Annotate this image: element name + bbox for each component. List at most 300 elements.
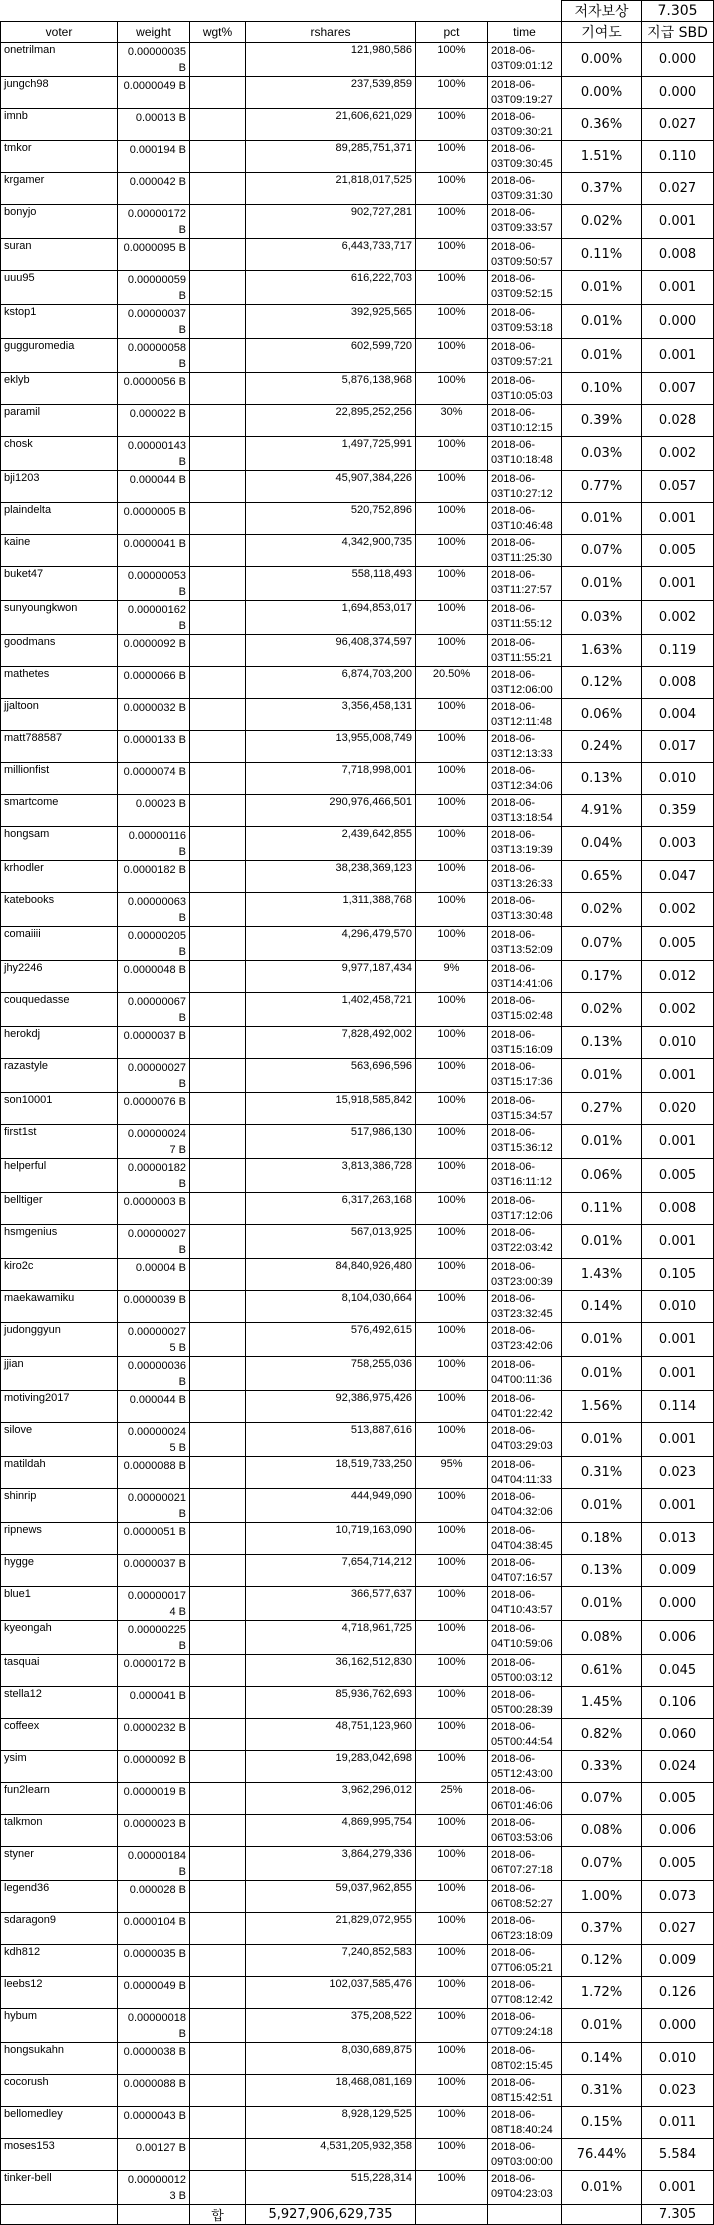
table-row [1, 1027, 714, 1059]
table-row [1, 109, 714, 141]
rshares-cell: 1,497,725,991 [246, 437, 416, 471]
pct-cell: 100% [416, 731, 488, 763]
pct-cell: 100% [416, 1357, 488, 1391]
time-cell: 2018-06-03T12:11:48 [488, 699, 562, 731]
table-row [1, 205, 714, 239]
wgt-pct-cell [190, 43, 246, 77]
contribution-cell: 76.44% [562, 2139, 642, 2171]
time-cell: 2018-06-03T13:18:54 [488, 795, 562, 827]
rshares-cell: 84,840,926,480 [246, 1259, 416, 1291]
rshares-cell: 237,539,859 [246, 77, 416, 109]
weight-cell: 0.0000019 B [118, 1783, 190, 1815]
payment-cell: 0.023 [642, 2075, 714, 2107]
voter-cell: jhy2246 [1, 961, 118, 993]
weight-cell: 0.00000184 B [118, 1847, 190, 1881]
payment-cell: 0.000 [642, 305, 714, 339]
rshares-cell: 563,696,596 [246, 1059, 416, 1093]
payment-cell: 0.057 [642, 471, 714, 503]
pct-cell: 100% [416, 1423, 488, 1457]
voter-cell: comaiiii [1, 927, 118, 961]
weight-cell: 0.0000172 B [118, 1655, 190, 1687]
payment-cell: 0.005 [642, 535, 714, 567]
payment-cell: 0.010 [642, 1291, 714, 1323]
time-cell: 2018-06-03T13:19:39 [488, 827, 562, 861]
weight-cell: 0.0000095 B [118, 239, 190, 271]
contribution-cell: 0.01% [562, 305, 642, 339]
contribution-cell: 1.56% [562, 1391, 642, 1423]
time-cell: 2018-06-06T07:27:18 [488, 1847, 562, 1881]
contribution-cell: 0.01% [562, 567, 642, 601]
col-weight: weight [118, 22, 190, 43]
time-cell: 2018-06-03T11:55:21 [488, 635, 562, 667]
contribution-cell: 0.01% [562, 2009, 642, 2043]
payment-cell: 0.001 [642, 567, 714, 601]
weight-cell: 0.0000041 B [118, 535, 190, 567]
time-cell: 2018-06-05T00:28:39 [488, 1687, 562, 1719]
table-row [1, 1225, 714, 1259]
pct-cell: 100% [416, 1945, 488, 1977]
time-cell: 2018-06-03T11:27:57 [488, 567, 562, 601]
payment-cell: 0.005 [642, 1783, 714, 1815]
voter-cell: bellomedley [1, 2107, 118, 2139]
rshares-cell: 59,037,962,855 [246, 1881, 416, 1913]
contribution-cell: 4.91% [562, 795, 642, 827]
time-cell: 2018-06-03T15:02:48 [488, 993, 562, 1027]
wgt-pct-cell [190, 1655, 246, 1687]
table-row [1, 1655, 714, 1687]
rshares-cell: 92,386,975,426 [246, 1391, 416, 1423]
voter-cell: herokdj [1, 1027, 118, 1059]
time-cell: 2018-06-03T09:50:57 [488, 239, 562, 271]
time-cell: 2018-06-05T00:44:54 [488, 1719, 562, 1751]
voter-cell: eklyb [1, 373, 118, 405]
weight-cell: 0.0000056 B [118, 373, 190, 405]
time-cell: 2018-06-03T09:31:30 [488, 173, 562, 205]
weight-cell: 0.0000232 B [118, 1719, 190, 1751]
contribution-cell: 0.02% [562, 893, 642, 927]
rshares-cell: 10,719,163,090 [246, 1523, 416, 1555]
weight-cell: 0.0000038 B [118, 2043, 190, 2075]
table-row [1, 1259, 714, 1291]
wgt-pct-cell [190, 1391, 246, 1423]
table-row [1, 1291, 714, 1323]
table-row [1, 1815, 714, 1847]
pct-cell: 100% [416, 795, 488, 827]
voter-cell: cocorush [1, 2075, 118, 2107]
voter-cell: coffeex [1, 1719, 118, 1751]
voter-cell: belltiger [1, 1193, 118, 1225]
rshares-cell: 558,118,493 [246, 567, 416, 601]
voter-cell: ysim [1, 1751, 118, 1783]
rshares-cell: 4,531,205,932,358 [246, 2139, 416, 2171]
contribution-cell: 0.01% [562, 503, 642, 535]
time-cell: 2018-06-03T13:52:09 [488, 927, 562, 961]
pct-cell: 100% [416, 205, 488, 239]
time-cell: 2018-06-06T01:46:06 [488, 1783, 562, 1815]
col-wgt-pct: wgt% [190, 22, 246, 43]
voter-cell: kiro2c [1, 1259, 118, 1291]
pct-cell: 100% [416, 1719, 488, 1751]
payment-cell: 0.073 [642, 1881, 714, 1913]
payment-cell: 0.006 [642, 1815, 714, 1847]
pct-cell: 100% [416, 109, 488, 141]
rshares-cell: 6,874,703,200 [246, 667, 416, 699]
weight-cell: 0.0000005 B [118, 503, 190, 535]
table-row [1, 373, 714, 405]
payment-cell: 0.001 [642, 205, 714, 239]
voter-cell: hybum [1, 2009, 118, 2043]
wgt-pct-cell [190, 1881, 246, 1913]
wgt-pct-cell [190, 567, 246, 601]
time-cell: 2018-06-03T12:06:00 [488, 667, 562, 699]
time-cell: 2018-06-03T09:30:45 [488, 141, 562, 173]
contribution-cell: 0.01% [562, 1489, 642, 1523]
pct-cell: 100% [416, 535, 488, 567]
weight-cell: 0.0000066 B [118, 667, 190, 699]
rshares-cell: 576,492,615 [246, 1323, 416, 1357]
rshares-cell: 3,864,279,336 [246, 1847, 416, 1881]
pct-cell: 100% [416, 1587, 488, 1621]
weight-cell: 0.0000051 B [118, 1523, 190, 1555]
contribution-cell: 0.82% [562, 1719, 642, 1751]
time-cell: 2018-06-04T10:59:06 [488, 1621, 562, 1655]
pct-cell: 100% [416, 437, 488, 471]
wgt-pct-cell [190, 1977, 246, 2009]
pct-cell: 100% [416, 305, 488, 339]
rshares-cell: 3,813,386,728 [246, 1159, 416, 1193]
rshares-cell: 85,936,762,693 [246, 1687, 416, 1719]
wgt-pct-cell [190, 471, 246, 503]
table-row [1, 43, 714, 77]
total-row [1, 2205, 714, 2225]
weight-cell: 0.00000027 B [118, 1225, 190, 1259]
pct-cell: 100% [416, 1913, 488, 1945]
payment-cell: 0.002 [642, 893, 714, 927]
table-row [1, 1847, 714, 1881]
header-row [1, 22, 714, 43]
weight-cell: 0.00127 B [118, 2139, 190, 2171]
pct-cell: 100% [416, 173, 488, 205]
rshares-cell: 2,439,642,855 [246, 827, 416, 861]
wgt-pct-cell [190, 1225, 246, 1259]
payment-cell: 0.011 [642, 2107, 714, 2139]
payment-cell: 0.002 [642, 601, 714, 635]
voter-cell: jjaltoon [1, 699, 118, 731]
table-row [1, 567, 714, 601]
author-reward-label: 저자보상 [562, 1, 642, 22]
contribution-cell: 0.14% [562, 2043, 642, 2075]
weight-cell: 0.00000205 B [118, 927, 190, 961]
time-cell: 2018-06-05T12:43:00 [488, 1751, 562, 1783]
weight-cell: 0.0000037 B [118, 1555, 190, 1587]
wgt-pct-cell [190, 373, 246, 405]
total-rshares: 5,927,906,629,735 [246, 2205, 416, 2225]
contribution-cell: 0.07% [562, 1847, 642, 1881]
payment-cell: 0.105 [642, 1259, 714, 1291]
col-rshares: rshares [246, 22, 416, 43]
pct-cell: 100% [416, 2139, 488, 2171]
table-row [1, 927, 714, 961]
wgt-pct-cell [190, 927, 246, 961]
time-cell: 2018-06-04T04:32:06 [488, 1489, 562, 1523]
weight-cell: 0.000042 B [118, 173, 190, 205]
payment-cell: 0.012 [642, 961, 714, 993]
rshares-cell: 616,222,703 [246, 271, 416, 305]
wgt-pct-cell [190, 1847, 246, 1881]
voter-cell: judonggyun [1, 1323, 118, 1357]
rshares-cell: 392,925,565 [246, 305, 416, 339]
payment-cell: 0.005 [642, 1847, 714, 1881]
wgt-pct-cell [190, 1291, 246, 1323]
payment-cell: 0.001 [642, 2171, 714, 2205]
time-cell: 2018-06-03T09:33:57 [488, 205, 562, 239]
payment-cell: 0.020 [642, 1093, 714, 1125]
wgt-pct-cell [190, 1357, 246, 1391]
rshares-cell: 22,895,252,256 [246, 405, 416, 437]
voter-cell: couquedasse [1, 993, 118, 1027]
time-cell: 2018-06-03T10:27:12 [488, 471, 562, 503]
payment-cell: 0.009 [642, 1945, 714, 1977]
total-label: 합 [190, 2205, 246, 2225]
contribution-cell: 0.04% [562, 827, 642, 861]
rshares-cell: 517,986,130 [246, 1125, 416, 1159]
contribution-cell: 0.31% [562, 1457, 642, 1489]
voter-cell: sunyoungkwon [1, 601, 118, 635]
voter-cell: motiving2017 [1, 1391, 118, 1423]
weight-cell: 0.00000225 B [118, 1621, 190, 1655]
wgt-pct-cell [190, 961, 246, 993]
wgt-pct-cell [190, 763, 246, 795]
payment-cell: 0.001 [642, 339, 714, 373]
payment-cell: 0.106 [642, 1687, 714, 1719]
table-row [1, 1093, 714, 1125]
time-cell: 2018-06-03T09:01:12 [488, 43, 562, 77]
payment-cell: 0.045 [642, 1655, 714, 1687]
weight-cell: 0.00000017 4 B [118, 1587, 190, 1621]
voter-cell: tinker-bell [1, 2171, 118, 2205]
weight-cell: 0.00013 B [118, 109, 190, 141]
contribution-cell: 0.65% [562, 861, 642, 893]
table-row [1, 795, 714, 827]
wgt-pct-cell [190, 1815, 246, 1847]
wgt-pct-cell [190, 795, 246, 827]
table-row [1, 437, 714, 471]
weight-cell: 0.00000172 B [118, 205, 190, 239]
table-row [1, 77, 714, 109]
weight-cell: 0.00000024 5 B [118, 1423, 190, 1457]
voter-cell: matt788587 [1, 731, 118, 763]
pct-cell: 100% [416, 77, 488, 109]
wgt-pct-cell [190, 1259, 246, 1291]
contribution-cell: 1.43% [562, 1259, 642, 1291]
contribution-cell: 0.07% [562, 927, 642, 961]
time-cell: 2018-06-03T13:26:33 [488, 861, 562, 893]
wgt-pct-cell [190, 1523, 246, 1555]
rshares-cell: 4,869,995,754 [246, 1815, 416, 1847]
wgt-pct-cell [190, 173, 246, 205]
voter-cell: jungch98 [1, 77, 118, 109]
wgt-pct-cell [190, 2139, 246, 2171]
weight-cell: 0.00000063 B [118, 893, 190, 927]
payment-cell: 0.024 [642, 1751, 714, 1783]
weight-cell: 0.00000182 B [118, 1159, 190, 1193]
pct-cell: 100% [416, 927, 488, 961]
voter-cell: hongsukahn [1, 2043, 118, 2075]
voter-cell: legend36 [1, 1881, 118, 1913]
weight-cell: 0.00000024 7 B [118, 1125, 190, 1159]
time-cell: 2018-06-03T15:16:09 [488, 1027, 562, 1059]
rshares-cell: 444,949,090 [246, 1489, 416, 1523]
pct-cell: 100% [416, 1027, 488, 1059]
contribution-cell: 0.37% [562, 1913, 642, 1945]
table-row [1, 1323, 714, 1357]
time-cell: 2018-06-04T01:22:42 [488, 1391, 562, 1423]
weight-cell: 0.0000049 B [118, 1977, 190, 2009]
wgt-pct-cell [190, 1125, 246, 1159]
payment-cell: 0.359 [642, 795, 714, 827]
wgt-pct-cell [190, 239, 246, 271]
voter-cell: kstop1 [1, 305, 118, 339]
wgt-pct-cell [190, 861, 246, 893]
wgt-pct-cell [190, 305, 246, 339]
pct-cell: 100% [416, 2107, 488, 2139]
contribution-cell: 0.03% [562, 437, 642, 471]
payment-cell: 0.001 [642, 1323, 714, 1357]
contribution-cell: 0.33% [562, 1751, 642, 1783]
time-cell: 2018-06-03T14:41:06 [488, 961, 562, 993]
voter-cell: onetrilman [1, 43, 118, 77]
contribution-cell: 0.13% [562, 1027, 642, 1059]
rshares-cell: 102,037,585,476 [246, 1977, 416, 2009]
voter-cell: suran [1, 239, 118, 271]
voter-cell: chosk [1, 437, 118, 471]
contribution-cell: 0.14% [562, 1291, 642, 1323]
voter-cell: bji1203 [1, 471, 118, 503]
table-row [1, 1881, 714, 1913]
table-row [1, 2107, 714, 2139]
wgt-pct-cell [190, 1719, 246, 1751]
table-row [1, 601, 714, 635]
contribution-cell: 0.77% [562, 471, 642, 503]
table-row [1, 861, 714, 893]
contribution-cell: 0.07% [562, 1783, 642, 1815]
payment-cell: 0.001 [642, 271, 714, 305]
table-row [1, 827, 714, 861]
contribution-cell: 1.72% [562, 1977, 642, 2009]
table-row [1, 1945, 714, 1977]
payment-cell: 0.000 [642, 43, 714, 77]
contribution-cell: 0.01% [562, 1225, 642, 1259]
table-row [1, 1423, 714, 1457]
pct-cell: 100% [416, 1291, 488, 1323]
weight-cell: 0.000044 B [118, 471, 190, 503]
weight-cell: 0.00000021 B [118, 1489, 190, 1523]
weight-cell: 0.00000143 B [118, 437, 190, 471]
contribution-cell: 0.01% [562, 339, 642, 373]
contribution-cell: 0.03% [562, 601, 642, 635]
contribution-cell: 1.00% [562, 1881, 642, 1913]
table-row [1, 2075, 714, 2107]
pct-cell: 100% [416, 635, 488, 667]
time-cell: 2018-06-03T10:12:15 [488, 405, 562, 437]
table-row [1, 1159, 714, 1193]
contribution-cell: 0.01% [562, 1357, 642, 1391]
table-row [1, 339, 714, 373]
payment-cell: 0.010 [642, 2043, 714, 2075]
pct-cell: 100% [416, 141, 488, 173]
weight-cell: 0.0000032 B [118, 699, 190, 731]
wgt-pct-cell [190, 667, 246, 699]
contribution-cell: 0.27% [562, 1093, 642, 1125]
contribution-cell: 0.00% [562, 77, 642, 109]
table-row [1, 667, 714, 699]
pct-cell: 100% [416, 471, 488, 503]
voter-cell: plaindelta [1, 503, 118, 535]
voter-cell: buket47 [1, 567, 118, 601]
rshares-cell: 8,030,689,875 [246, 2043, 416, 2075]
time-cell: 2018-06-03T10:18:48 [488, 437, 562, 471]
rshares-cell: 366,577,637 [246, 1587, 416, 1621]
weight-cell: 0.00000059 B [118, 271, 190, 305]
weight-cell: 0.0000035 B [118, 1945, 190, 1977]
payment-cell: 0.009 [642, 1555, 714, 1587]
voter-cell: millionfist [1, 763, 118, 795]
weight-cell: 0.0000088 B [118, 1457, 190, 1489]
rshares-cell: 567,013,925 [246, 1225, 416, 1259]
wgt-pct-cell [190, 1621, 246, 1655]
time-cell: 2018-06-06T08:52:27 [488, 1881, 562, 1913]
payment-cell: 0.028 [642, 405, 714, 437]
weight-cell: 0.000041 B [118, 1687, 190, 1719]
time-cell: 2018-06-04T03:29:03 [488, 1423, 562, 1457]
pct-cell: 100% [416, 1093, 488, 1125]
pct-cell: 100% [416, 861, 488, 893]
pct-cell: 100% [416, 1323, 488, 1357]
contribution-cell: 0.24% [562, 731, 642, 763]
contribution-cell: 0.10% [562, 373, 642, 405]
weight-cell: 0.000022 B [118, 405, 190, 437]
contribution-cell: 0.06% [562, 1159, 642, 1193]
table-row [1, 1125, 714, 1159]
payment-cell: 0.126 [642, 1977, 714, 2009]
weight-cell: 0.00000035 B [118, 43, 190, 77]
contribution-cell: 0.11% [562, 1193, 642, 1225]
payment-cell: 0.017 [642, 731, 714, 763]
rshares-cell: 7,240,852,583 [246, 1945, 416, 1977]
weight-cell: 0.0000092 B [118, 635, 190, 667]
weight-cell: 0.00000018 B [118, 2009, 190, 2043]
payment-cell: 0.006 [642, 1621, 714, 1655]
rshares-cell: 6,317,263,168 [246, 1193, 416, 1225]
voter-cell: silove [1, 1423, 118, 1457]
wgt-pct-cell [190, 109, 246, 141]
wgt-pct-cell [190, 1323, 246, 1357]
voter-cell: gugguromedia [1, 339, 118, 373]
time-cell: 2018-06-07T08:12:42 [488, 1977, 562, 2009]
wgt-pct-cell [190, 1457, 246, 1489]
table-row [1, 1751, 714, 1783]
wgt-pct-cell [190, 535, 246, 567]
time-cell: 2018-06-09T04:23:03 [488, 2171, 562, 2205]
weight-cell: 0.0000104 B [118, 1913, 190, 1945]
pct-cell: 100% [416, 271, 488, 305]
contribution-cell: 0.02% [562, 993, 642, 1027]
payment-cell: 0.005 [642, 927, 714, 961]
payment-cell: 0.001 [642, 1225, 714, 1259]
table-row [1, 173, 714, 205]
voter-cell: razastyle [1, 1059, 118, 1093]
rshares-cell: 21,606,621,029 [246, 109, 416, 141]
